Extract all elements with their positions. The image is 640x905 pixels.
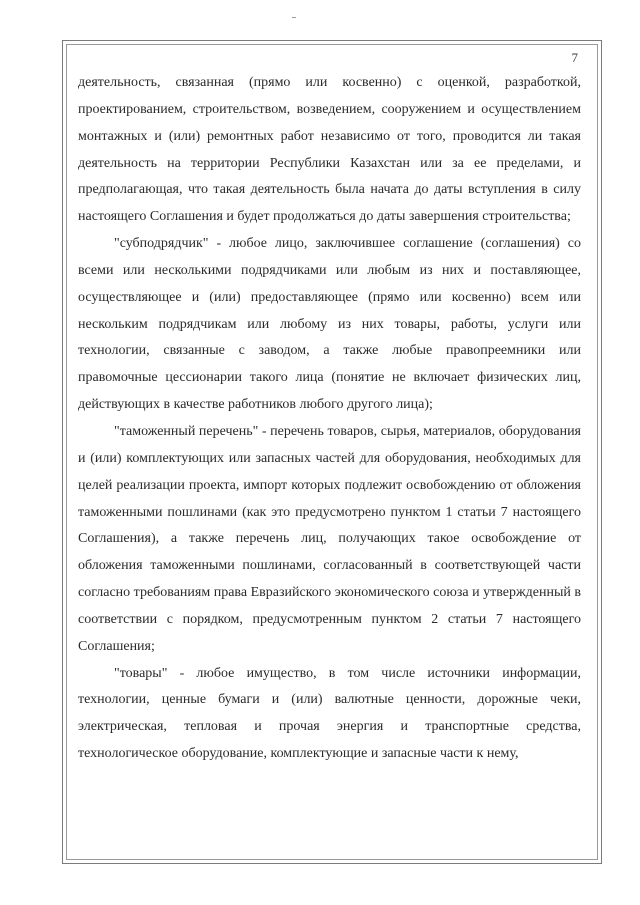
paragraph-definition-subcontractor: "субподрядчик" - любое лицо, заключившее соглашение (соглашения) со всеми или несколькими подрядчиками или любым из них и поставляющее, осуществляющее и (или) предоставляющее (прямо или косвенно) всем или нескольким подрядчикам или любому из них товары, работы, услуги или технологии, связанные с заводом, а также любые правопреемники или правомочные цессионарии такого лица (понятие не включает физических лиц, действующих в качестве работников любого другого лица); [78, 236, 581, 413]
paragraph-definition-goods: "товары" - любое имущество, в том числе источники информации, технологии, ценные бумаги и (или) валютные ценности, дорожные чеки, электрическая, тепловая и прочая энергия и транспортные средства, технологическое оборудование, комплектующие и запасные части к нему, [78, 665, 581, 762]
document-body [78, 70, 581, 768]
page-number: 7 [571, 50, 578, 65]
paragraph-definition-customs-list: "таможенный перечень" - перечень товаров, сырья, материалов, оборудования и (или) комплектующих или запасных частей для оборудования, необходимых для целей реализации проекта, импорт которых подлежит освобождению от обложения таможенными пошлинами (как это предусмотрено пунктом 1 статьи 7 настоящего Соглашения), а также перечень лиц, получающих такое освобождение от обложения таможенными пошлинами, согласованный в соответствующей части согласно требованиям права Евразийского экономического союза и утвержденный в соответствии с порядком, предусмотренным пунктом 2 статьи 7 настоящего Соглашения; [78, 423, 581, 654]
paragraph-continuation: деятельность, связанная (прямо или косвенно) с оценкой, разработкой, проектированием, строительством, возведением, сооружением и осуществлением монтажных и (или) ремонтных работ независимо от того, проводится ли такая деятельность на территории Республики Казахстан или за ее пределами, и предполагающая, что такая деятельность была начата до даты вступления в силу настоящего Соглашения и будет продолжаться до даты завершения строительства; [78, 75, 581, 225]
scan-mark [292, 17, 296, 18]
